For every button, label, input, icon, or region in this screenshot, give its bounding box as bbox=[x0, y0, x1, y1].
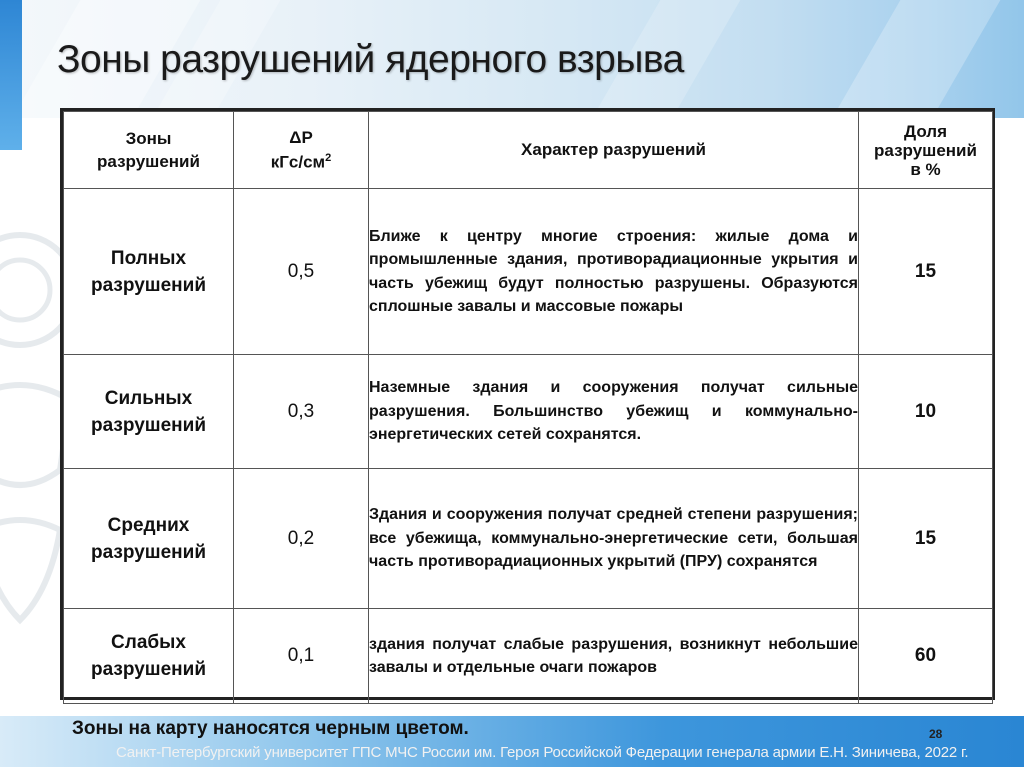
share-cell: 15 bbox=[859, 469, 993, 609]
table-row bbox=[64, 609, 993, 704]
header-pressure-unit-sup: 2 bbox=[325, 152, 332, 165]
description-cell: здания получат слабые разрушения, возникнут небольшие завалы и отдельные очаги пожаров bbox=[369, 609, 859, 704]
header-pressure-unit: кГс/см bbox=[270, 152, 326, 172]
table-header-row bbox=[64, 112, 993, 189]
header-pressure bbox=[234, 112, 369, 189]
pressure-cell: 0,1 bbox=[234, 609, 369, 704]
header-pressure-symbol: ΔP bbox=[289, 128, 313, 148]
share-cell: 15 bbox=[859, 189, 993, 355]
left-accent-bar bbox=[0, 0, 22, 150]
zone-cell: Сильных разрушений bbox=[64, 355, 234, 469]
destruction-zones-table bbox=[60, 108, 995, 700]
table-row bbox=[64, 469, 993, 609]
pressure-cell: 0,2 bbox=[234, 469, 369, 609]
share-cell: 60 bbox=[859, 609, 993, 704]
table-row bbox=[64, 189, 993, 355]
footer-text: Санкт-Петербургский университет ГПС МЧС России им. Героя Российской Федерации генерала армии Е.Н. Зиничева, 2022 г. bbox=[116, 744, 969, 761]
zone-cell: Полных разрушений bbox=[64, 189, 234, 355]
page-number: 28 bbox=[929, 727, 943, 741]
zone-cell: Средних разрушений bbox=[64, 469, 234, 609]
zone-cell: Слабых разрушений bbox=[64, 609, 234, 704]
pressure-cell: 0,5 bbox=[234, 189, 369, 355]
map-note: Зоны на карту наносятся черным цветом. bbox=[72, 718, 469, 739]
header-character: Характер разрушений bbox=[369, 112, 859, 189]
share-cell: 10 bbox=[859, 355, 993, 469]
header-share: Доля разрушений в % bbox=[859, 112, 993, 189]
description-cell: Наземные здания и сооружения получат сильные разрушения. Большинство убежищ и коммунально-энергетических сетей сохранятся. bbox=[369, 355, 859, 469]
header-zone: Зоны разрушений bbox=[64, 112, 234, 189]
slide-title: Зоны разрушений ядерного взрыва bbox=[57, 38, 684, 81]
description-cell: Ближе к центру многие строения: жилые дома и промышленные здания, противорадиационные укрытия и часть убежищ будут полностью разрушены. Образуются сплошные завалы и массовые пожары bbox=[369, 189, 859, 355]
decorative-stripe bbox=[796, 0, 1023, 118]
description-cell: Здания и сооружения получат средней степени разрушения; все убежища, коммунально-энергетические сети, большая часть противорадиационных укрытий (ПРУ) сохранятся bbox=[369, 469, 859, 609]
table-row bbox=[64, 355, 993, 469]
pressure-cell: 0,3 bbox=[234, 355, 369, 469]
